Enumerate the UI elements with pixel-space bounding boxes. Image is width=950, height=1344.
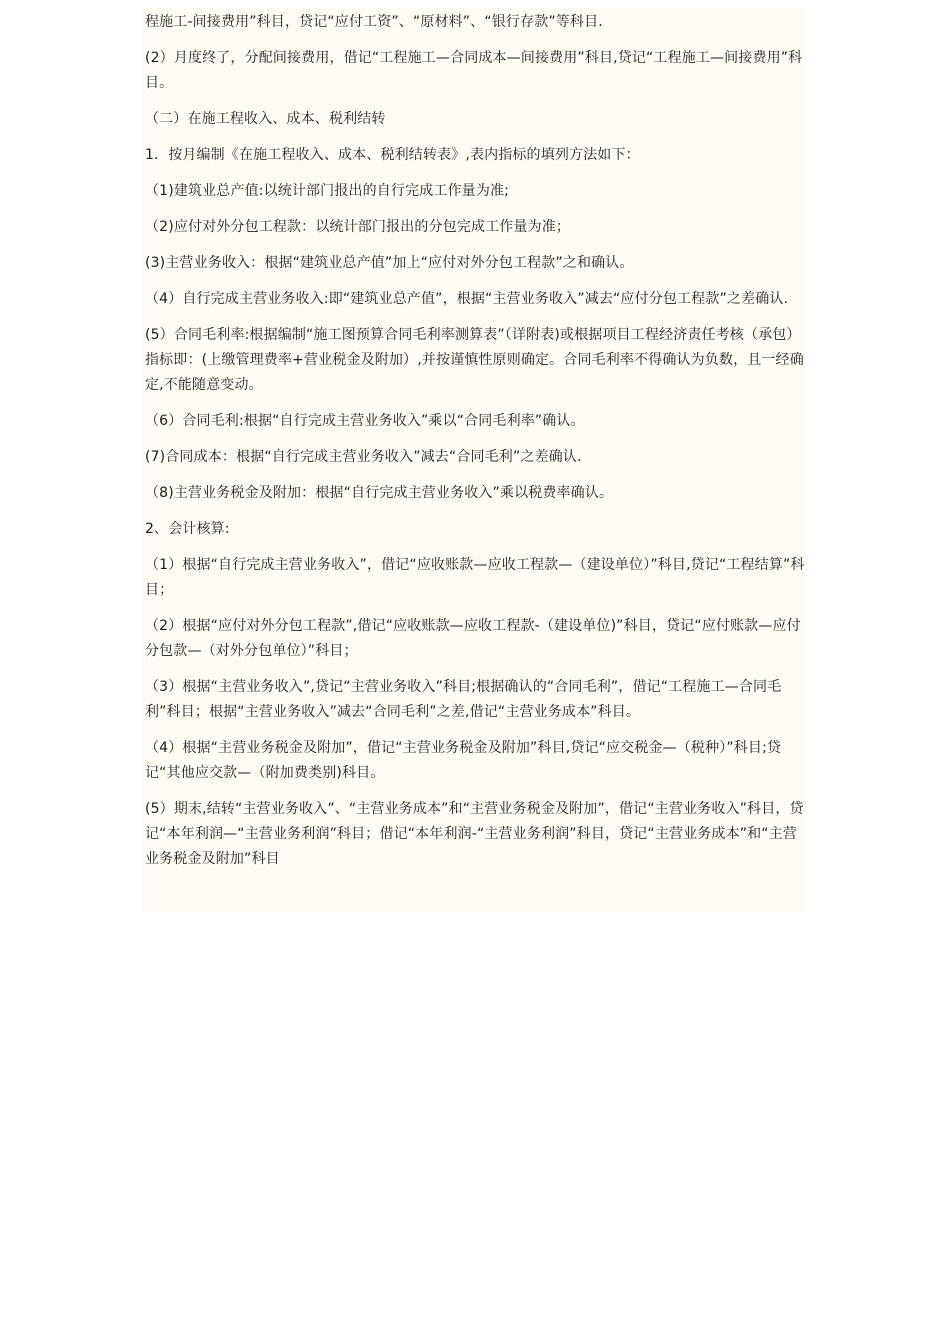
paragraph-18: (5）期末,结转“主营业务收入”、“主营业务成本”和“主营业务税金及附加”，借记“主营业务收入”科目，贷记“本年利润—“主营业务利润”科目；借记“本年利润-“主营业务利润”科目，贷记“主营业务成本”和“主营业务税金及附加”科目: [145, 801, 804, 867]
paragraph-9: (5）合同毛利率:根据编制“施工图预算合同毛利率测算表”（详附表)或根据项目工程经济责任考核（承包）指标即：(上缴管理费率+营业税金及附加）,并按谨慎性原则确定。合同毛利率不得确认为负数，且一经确定,不能随意变动。: [145, 327, 804, 393]
paragraph-5: （1)建筑业总产值:以统计部门报出的自行完成工作量为准;: [145, 183, 510, 199]
paragraph-2: (2）月度终了，分配间接费用，借记“工程施工—合同成本—间接费用”科目,贷记“工程施工—间接费用”科目。: [145, 50, 803, 91]
paragraph-17: （4）根据“主营业务税金及附加”，借记“主营业务税金及附加”科目,贷记“应交税金—（税种）”科目;贷记“其他应交款—（附加费类别)科目。: [145, 740, 782, 781]
paragraph-4: 1．按月编制《在施工程收入、成本、税利结转表》,表内指标的填列方法如下：: [145, 147, 640, 163]
paragraph-8: （4）自行完成主营业务收入:即“建筑业总产值”，根据“主营业务收入”减去“应付分包工程款”之差确认.: [145, 291, 789, 307]
section-heading: （二）在施工程收入、成本、税利结转: [145, 111, 386, 127]
paragraph-6: （2)应付对外分包工程款：以统计部门报出的分包完成工作量为准；: [145, 219, 571, 235]
paragraph-14: （1）根据“自行完成主营业务收入”，借记“应收账款—应收工程款—（建设单位）”科目,贷记“工程结算”科目；: [145, 557, 805, 598]
paragraph-10: （6）合同毛利:根据“自行完成主营业务收入”乘以“合同毛利率”确认。: [145, 413, 585, 429]
paragraph-11: (7)合同成本：根据“自行完成主营业务收入”减去“合同毛利”之差确认.: [145, 449, 582, 465]
document-body: [145, 10, 805, 883]
paragraph-16: （3）根据“主营业务收入”,贷记“主营业务收入”科目;根据确认的“合同毛利”，借记“工程施工—合同毛利”科目；根据“主营业务收入”减去“合同毛利”之差,借记“主营业务成本”科目。: [145, 679, 782, 720]
paragraph-12: （8)主营业务税金及附加：根据“自行完成主营业务收入”乘以税费率确认。: [145, 485, 614, 501]
paragraph-15: （2）根据“应付对外分包工程款”,借记“应收账款—应收工程款-（建设单位)”科目，贷记“应付账款—应付分包款—（对外分包单位）”科目；: [145, 618, 801, 659]
subsection-heading: 2、会计核算:: [145, 521, 230, 537]
paragraph-7: (3)主营业务收入：根据“建筑业总产值”加上“应付对外分包工程款”之和确认。: [145, 255, 634, 271]
paragraph-1: 程施工-间接费用”科目，贷记“应付工资”、“原材料”、“银行存款”等科目.: [145, 14, 603, 30]
